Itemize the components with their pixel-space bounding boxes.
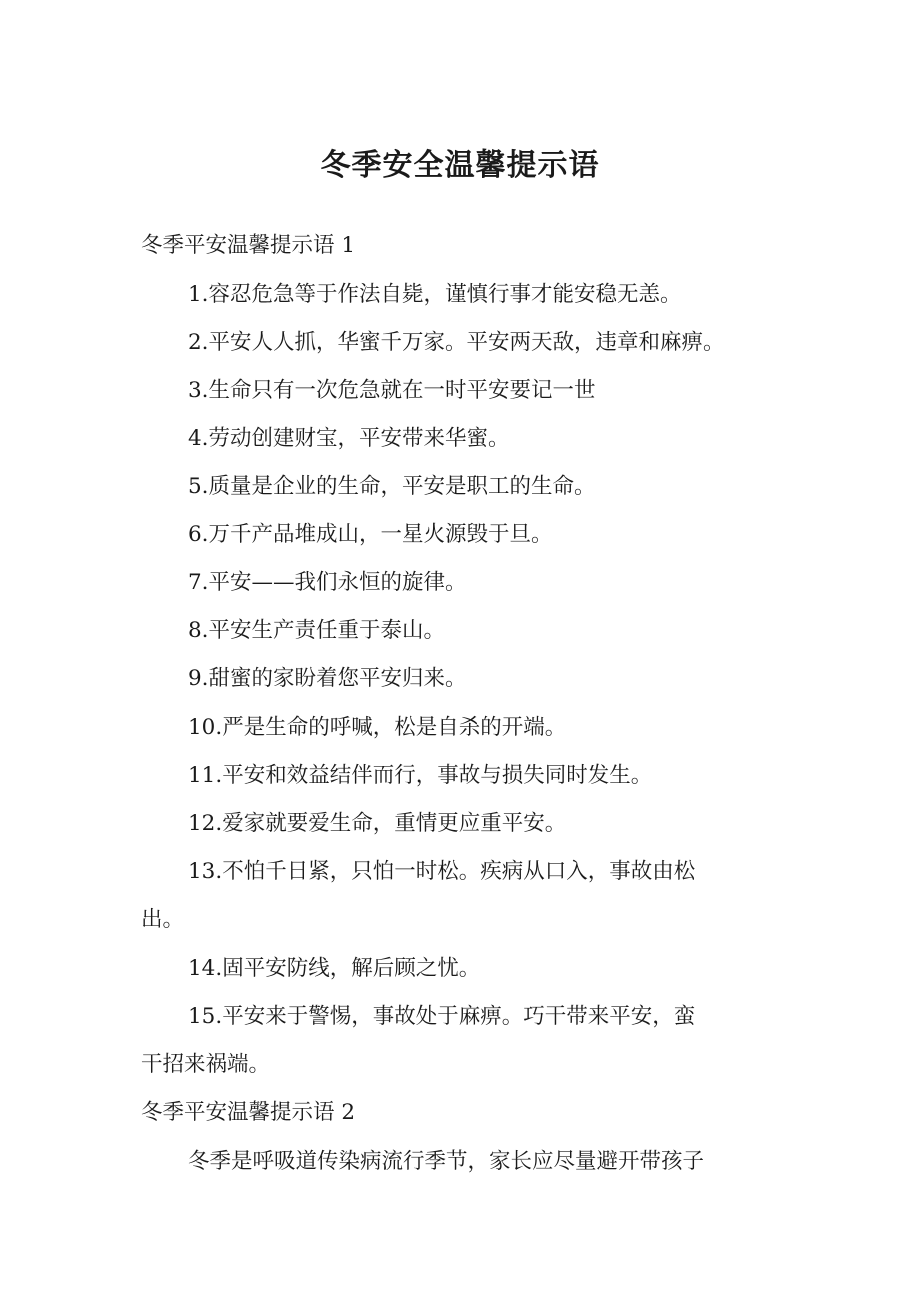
list-item-14: 14.固平安防线，解后顾之忧。	[188, 956, 481, 981]
list-item-9: 9.甜蜜的家盼着您平安归来。	[188, 666, 467, 691]
list-item-6: 6.万千产品堆成山，一星火源毁于旦。	[188, 522, 553, 547]
list-item-2: 2.平安人人抓，华蜜千万家。平安两天敌，违章和麻痹。	[188, 330, 725, 355]
list-item-11: 11.平安和效益结伴而行，事故与损失同时发生。	[188, 763, 653, 788]
list-item-15: 15.平安来于警惕，事故处于麻痹。巧干带来平安，蛮	[188, 1004, 696, 1029]
list-item-1: 1.容忍危急等于作法自毙，谨慎行事才能安稳无恙。	[188, 282, 682, 307]
list-item-15-continuation: 干招来祸端。	[141, 1052, 271, 1077]
list-item-12: 12.爱家就要爱生命，重情更应重平安。	[188, 811, 567, 836]
list-item-8: 8.平安生产责任重于泰山。	[188, 618, 446, 643]
list-item-5: 5.质量是企业的生命，平安是职工的生命。	[188, 474, 596, 499]
document-title: 冬季安全温馨提示语	[320, 148, 600, 183]
paragraph-start: 冬季是呼吸道传染病流行季节，家长应尽量避开带孩子	[188, 1149, 705, 1174]
list-item-13: 13.不怕千日紧，只怕一时松。疾病从口入，事故由松	[188, 859, 696, 884]
section-heading-1: 冬季平安温馨提示语 1	[141, 233, 356, 258]
list-item-10: 10.严是生命的呼喊，松是自杀的开端。	[188, 715, 567, 740]
section-heading-2: 冬季平安温馨提示语 2	[141, 1100, 356, 1125]
list-item-4: 4.劳动创建财宝，平安带来华蜜。	[188, 426, 510, 451]
list-item-3: 3.生命只有一次危急就在一时平安要记一世	[188, 378, 596, 403]
list-item-13-continuation: 出。	[141, 907, 185, 932]
list-item-7: 7.平安——我们永恒的旋律。	[188, 570, 467, 595]
